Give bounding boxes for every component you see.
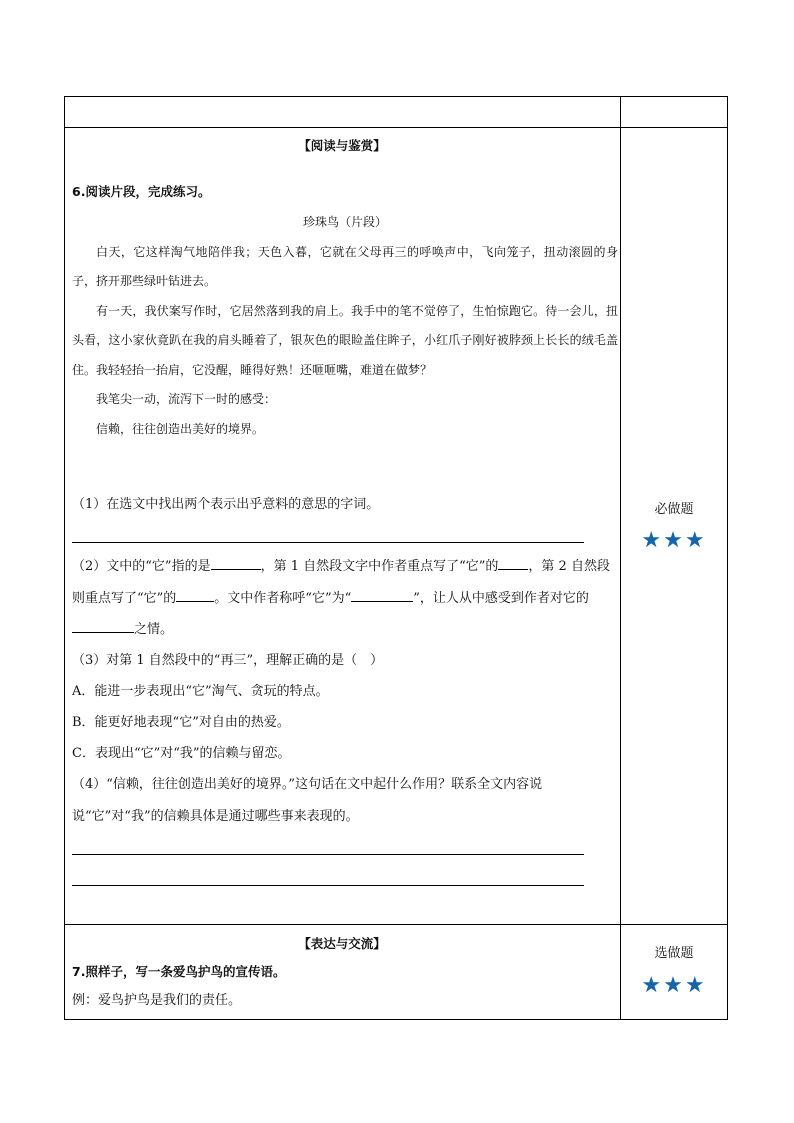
sub-question-2-text: ，第 2 自然段则重点写了“它”的 (72, 559, 610, 606)
passage (72, 208, 618, 444)
sub-question-2 (72, 551, 620, 646)
requirement-label-optional: 选做题 (654, 946, 694, 961)
passage-paragraph-2: 有一天，我伏案写作时，它居然落到我的肩上。我手中的笔不觉停了，生怕惊跑它。待一会儿，扭头看，这小家伙竟趴在我的肩头睡着了，银灰色的眼睑盖住眸子，小红爪子刚好被脖颈上长长的绒毛盖住。我轻轻抬一抬肩，它没醒，睡得好熟！还咂咂嘴，难道在做梦？ (72, 303, 618, 377)
example-text: 例：爱鸟护鸟是我们的责任。 (72, 993, 242, 1008)
fill-blank[interactable] (351, 587, 413, 602)
sub-question-4: （4）“信赖，往往创造出美好的境界。”这句话在文中起什么作用？联系全文内容说说“它”对“我”的信赖具体是通过哪些事来表现的。 (72, 777, 543, 824)
passage-paragraph-4: 信赖，往往创造出美好的境界。 (96, 421, 265, 436)
option-b: B．能更好地表现“它”对自由的热爱。 (72, 715, 290, 730)
sub-question-3: （3）对第 1 自然段中的“再三”，理解正确的是（ ） (72, 653, 384, 668)
table-border-right (727, 96, 728, 1020)
passage-paragraph-1: 白天，它这样淘气地陪伴我；天色入暮，它就在父母再三的呼唤声中，飞向笼子，扭动滚圆的身子，挤开那些绿叶钻进去。 (72, 244, 618, 288)
table-border-left (64, 96, 65, 1020)
sub-question-2-text: 之情。 (134, 622, 174, 637)
table-border-bottom (64, 1019, 728, 1020)
fill-blank[interactable] (211, 555, 261, 570)
table-row-divider (64, 924, 728, 925)
section-header-reading: 【阅读与鉴赏】 (298, 138, 386, 153)
fill-blank[interactable] (176, 587, 214, 602)
option-c: C．表现出“它”对“我”的信赖与留恋。 (72, 746, 291, 761)
table-border-top (64, 96, 728, 97)
fill-blank[interactable] (72, 618, 134, 633)
fill-blank[interactable] (498, 555, 528, 570)
sub-question-2-text: （2）文中的“它”指的是 (72, 559, 211, 574)
difficulty-stars: ★★★ (641, 973, 707, 998)
difficulty-stars: ★★★ (641, 528, 707, 553)
passage-paragraph-3: 我笔尖一动，流泻下一时的感受： (96, 392, 277, 406)
requirement-label-required: 必做题 (654, 502, 694, 517)
table-row-divider (64, 127, 728, 128)
option-a: A．能进一步表现出“它”淘气、贪玩的特点。 (72, 684, 329, 699)
sub-question-2-text: 。文中作者称呼“它”为“ (214, 590, 352, 606)
question-6-title: 6.阅读片段，完成练习。 (72, 184, 211, 199)
sub-question-1: （1）在选文中找出两个表示出乎意料的意思的字词。 (72, 497, 380, 512)
answer-line[interactable] (72, 542, 584, 543)
table-column-divider (620, 96, 621, 1020)
section-header-expression: 【表达与交流】 (298, 936, 386, 951)
answer-line[interactable] (72, 854, 584, 855)
question-7-title: 7.照样子，写一条爱鸟护鸟的宣传语。 (72, 964, 286, 979)
sub-question-2-text: ，第 1 自然段文字中作者重点写了“它”的 (260, 559, 499, 574)
answer-line[interactable] (72, 885, 584, 886)
passage-title: 珍珠鸟（片段） (302, 215, 387, 229)
exercise-table (64, 96, 728, 1020)
sub-question-2-text: ”，让人从中感受到作者对它的 (413, 590, 589, 606)
